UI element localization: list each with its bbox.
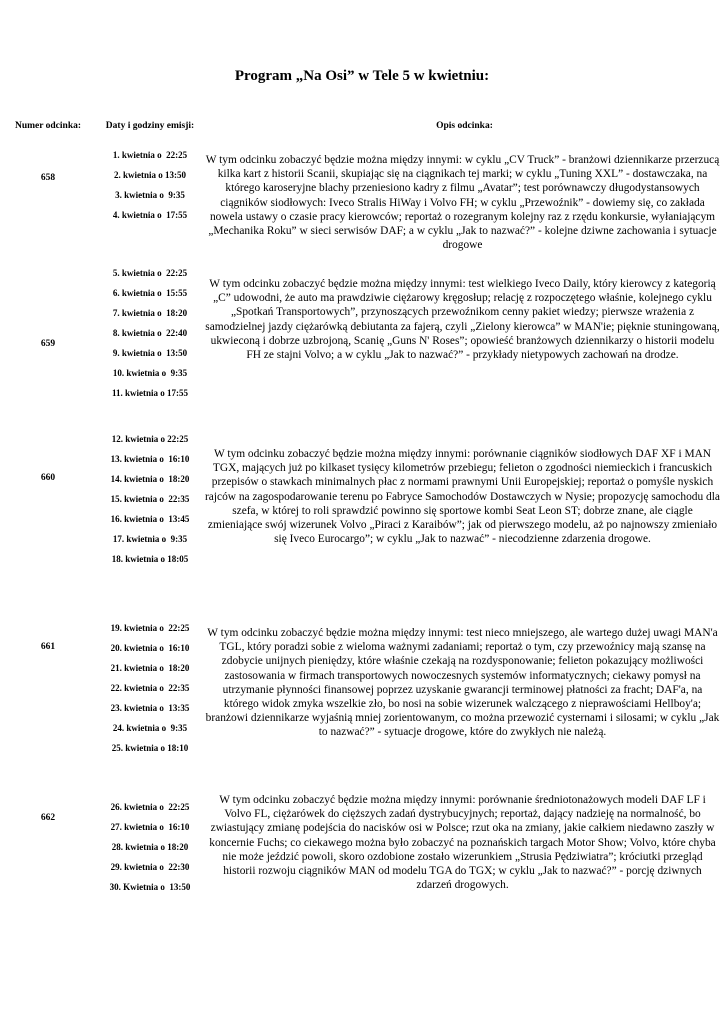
episode-number: 661	[40, 642, 56, 652]
air-date: 9. kwietnia o 13:50	[112, 348, 188, 358]
air-date: 30. Kwietnia o 13:50	[109, 882, 191, 892]
air-date: 23. kwietnia o 13:35	[110, 703, 190, 713]
episode-description: W tym odcinku zobaczyć będzie można między innymi: test nieco mniejszego, ale wartego dużej uwagi MAN'a TGL, który poradzi sobie z wieloma ważnymi zadaniami; reportaż o tym, czy przewoźnicy mają szansę na zdobycie unijnych pieniędzy, które właśnie czekają na rozdysponowanie; felieton pokazujący możliwości zastosowania w firmach transportowych nowoczesnych systemów informatycznych; ciekawy pomysł na utrzymanie płynności finansowej poprzez uzyskanie gwarancji terminowej płatności za fracht; DAF'a, na którego widok zmyka wszelkie zło, bo nosi na sobie wizerunek walczącego z nieprawościami Hellboy'a; branżowi dziennikarze wyjaśnią mniej zorientowanym, co można przewozić cysternami i silosami; w cyklu „Jak to nazwać?” - sytuacje drogowe, które do zwykłych nie należą.	[205, 627, 720, 739]
air-date: 20. kwietnia o 16:10	[110, 643, 190, 653]
air-date: 13. kwietnia o 16:10	[110, 454, 190, 464]
air-date: 17. kwietnia o 9:35	[112, 534, 188, 544]
air-date: 18. kwietnia o 18:05	[111, 554, 189, 564]
air-date: 5. kwietnia o 22:25	[112, 268, 188, 278]
air-date: 22. kwietnia o 22:35	[110, 683, 190, 693]
air-dates-list	[100, 263, 200, 403]
air-date: 16. kwietnia o 13:45	[110, 514, 190, 524]
air-date: 4. kwietnia o 17:55	[112, 210, 188, 220]
episode-description: W tym odcinku zobaczyć będzie można między innymi: porównanie średniotonażowych modeli DAF LF i Volvo FL, ciężarówek do cięższych zadań dystrybucyjnych; reportaż, dający nadzieję na normalność, bo zwiastujący zmianę podejścia do nacisków osi w Polsce; rzut oka na zmiany, jakie całkiem niedawno zaszły w koncernie Fuchs; co ciekawego można było zobaczyć na poznańskich targach Motor Show; Volvo, które chyba nie może jeździć powoli, skoro ozdobione zostało wizerunkiem „Strusia Pędziwiatra”; króciutki przegląd historii rozwoju ciągników MAN od modelu TGA do TGX; w cyklu „Jak to nazwać?” - porcję dziwnych zdarzeń drogowych.	[209, 794, 716, 892]
air-dates-list	[100, 618, 200, 758]
air-date: 25. kwietnia o 18:10	[111, 743, 189, 753]
air-date: 3. kwietnia o 9:35	[115, 190, 185, 200]
air-date: 26. kwietnia o 22:25	[110, 802, 190, 812]
air-dates-list	[100, 797, 200, 897]
air-date: 14. kwietnia o 18:20	[110, 474, 190, 484]
episode-number: 662	[40, 813, 56, 823]
air-date: 2. kwietnia o 13:50	[114, 170, 186, 180]
air-date: 24. kwietnia o 9:35	[112, 723, 188, 733]
air-date: 11. kwietnia o 17:55	[111, 388, 188, 398]
air-date: 7. kwietnia o 18:20	[112, 308, 188, 318]
episode-description: W tym odcinku zobaczyć będzie można między innymi: w cyklu „CV Truck” - branżowi dziennikarze przerzucą kilka kart z historii Scanii, skupiając się na ciągnikach tej marki; w cyklu „Tuning XXL” - dostawczaka, na którego karoseryjne blachy przeniesiono kadry z filmu „Avatar”; test porównawczy długodystansowych ciągników siodłowych: Iveco Stralis HiWay i Volvo FH; w cyklu „Przewoźnik” - dowiemy się, co zakłada nowela ustawy o czasie pracy kierowców; reportaż o rozegranym kolejny raz z rzędu konkursie, wyłaniającym „Mechanika Roku” w sieci serwisów DAF; a w cyklu „Jak to nazwać?” - kolejne dziwne zachowania i sytuacje drogowe	[205, 154, 720, 252]
air-date: 28. kwietnia o 18:20	[111, 842, 189, 852]
air-date: 21. kwietnia o 18:20	[110, 663, 190, 673]
air-date: 19. kwietnia o 22:25	[110, 623, 190, 633]
episode-number: 660	[40, 473, 56, 483]
episode-description: W tym odcinku zobaczyć będzie można między innymi: porównanie ciągników siodłowych DAF XF i MAN TGX, mających już po kilkaset tysięcy kilometrów przebiegu; felieton o zgodności niemieckich i francuskich przepisów o stawkach minimalnych płac z normami prawnymi Unii Europejskiej; reportaż o pomyśle nyskich rajców na zagospodarowanie terenu po Fabryce Samochodów Dostawczych w Nysie; propozycję samochodu dla szefa, w której to roli sprawdzić powinno się sportowe kombi Seat Leon ST; dobrze znane, ale ciągle zmieniające swój wizerunek Volvo „Piraci z Karaibów”; jak od pierwszego modelu, aż po najnowszy zmieniało się Iveco Eurocargo”; w cyklu „Jak to nazwać” - niecodzienne zdarzenia drogowe.	[205, 448, 720, 546]
episode-number: 658	[40, 173, 56, 183]
episode-description: W tym odcinku zobaczyć będzie można między innymi: test wielkiego Iveco Daily, który kierowcy z kategorią „C” udowodni, że auto ma prawdziwie ciężarowy kręgosłup; relację z rozpoczętego właśnie, kolejnego cyklu „Spotkań Transportowych”, przynoszących przewoźnikom cenny pakiet wiedzy; pierwsze wrażenia z samodzielnej jazdy ciężarówką debiutanta za fajerą, czyli „Zielony kierowca” w MAN'ie; pięknie stuningowaną, ukwieconą i dobrze uzbrojoną, Scanię „Guns N' Roses”; opowieść branżowych dziennikarzy o historii modelu FH ze stajni Volvo; a w cyklu „Jak to nazwać?” - przykłady nietypowych zachowań na drodze.	[205, 278, 720, 362]
air-date: 15. kwietnia o 22:35	[110, 494, 190, 504]
header-episode-number: Numer odcinka:	[14, 121, 82, 131]
air-dates-list	[100, 145, 200, 225]
air-date: 27. kwietnia o 16:10	[110, 822, 190, 832]
page-title: Program „Na Osi” w Tele 5 w kwietniu:	[234, 68, 490, 84]
air-date: 8. kwietnia o 22:40	[112, 328, 188, 338]
air-date: 1. kwietnia o 22:25	[112, 150, 188, 160]
header-air-dates: Daty i godziny emisji:	[105, 121, 195, 131]
header-description: Opis odcinka:	[436, 121, 493, 131]
air-date: 29. kwietnia o 22:30	[110, 862, 190, 872]
air-date: 6. kwietnia o 15:55	[112, 288, 188, 298]
air-dates-list	[100, 429, 200, 569]
air-date: 10. kwietnia o 9:35	[112, 368, 188, 378]
episode-number: 659	[40, 339, 56, 349]
air-date: 12. kwietnia o 22:25	[111, 434, 189, 444]
